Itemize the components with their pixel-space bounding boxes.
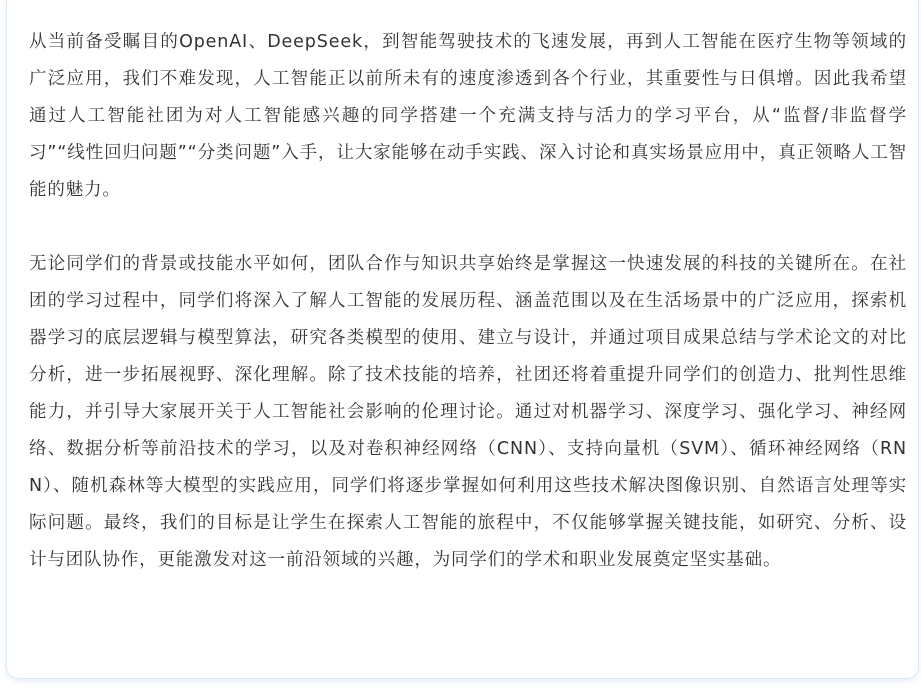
paragraph-goals: 无论同学们的背景或技能水平如何，团队合作与知识共享始终是掌握这一快速发展的科技的关键所在。在社团的学习过程中，同学们将深入了解人工智能的发展历程、涵盖范围以及在生活场景中的广泛应用，探索机器学习的底层逻辑与模型算法，研究各类模型的使用、建立与设计，并通过项目成果总结与学术论文的对比分析，进一步拓展视野、深化理解。除了技术技能的培养，社团还将着重提升同学们的创造力、批判性思维能力，并引导大家展开关于人工智能社会影响的伦理讨论。通过对机器学习、深度学习、强化学习、神经网络、数据分析等前沿技术的学习，以及对卷积神经网络（CNN）、支持向量机（SVM）、循环神经网络（RNN）、随机森林等大模型的实践应用，同学们将逐步掌握如何利用这些技术解决图像识别、自然语言处理等实际问题。最终，我们的目标是让学生在探索人工智能的旅程中，不仅能够掌握关键技能，如研究、分析、设计与团队协作，更能激发对这一前沿领域的兴趣，为同学们的学术和职业发展奠定坚实基础。 bbox=[29, 254, 907, 570]
paragraph-intro: 从当前备受瞩目的OpenAI、DeepSeek，到智能驾驶技术的飞速发展，再到人工智能在医疗生物等领域的广泛应用，我们不难发现，人工智能正以前所未有的速度渗透到各个行业，其重要性与日俱增。因此我希望通过人工智能社团为对人工智能感兴趣的同学搭建一个充满支持与活力的学习平台，从“监督/非监督学习”“线性回归问题”“分类问题”入手，让大家能够在动手实践、深入讨论和真实场景应用中，真正领略人工智能的魅力。 bbox=[29, 32, 907, 200]
text-card bbox=[6, 0, 919, 679]
